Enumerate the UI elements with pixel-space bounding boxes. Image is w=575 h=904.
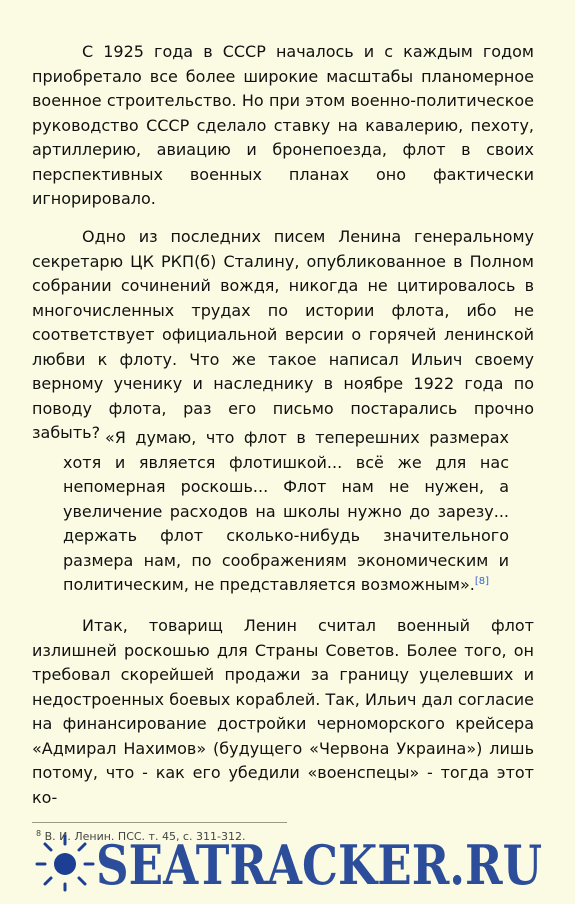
paragraph-2: Одно из последних писем Ленина генеральному секретарю ЦК РКП(б) Сталину, опубликованное в Полном собрании сочинений вождя, никогда не цитировалось в многочисленных трудах по истории флота, ибо не соответствует официальной версии о горячей ленинской любви к флоту. Что же такое написал Ильич своему верному ученику и наследнику в ноябре 1922 года по поводу флота, раз его письмо постарались прочно забыть? bbox=[32, 227, 534, 442]
sun-icon bbox=[37, 836, 93, 890]
quote-text: «Я думаю, что флот в теперешних размерах хотя и является флотишкой... всё же для нас непомерная роскошь... Флот нам не нужен, а увеличение расходов на школы нужно до зарезу... держать флот сколько-нибудь значительного размера нам, по соображениям экономическим и политическим, не представляется возможным». bbox=[63, 428, 509, 594]
footnote-divider bbox=[32, 822, 287, 823]
paragraph-3: Итак, товарищ Ленин считал военный флот излишней роскошью для Страны Советов. Более того, он требовал скорейшей продажи за границу уцелевших и недостроенных боевых кораблей. Так, Ильич дал согласие на финансирование достройки черноморского крейсера «Адмирал Нахимов» (будущего «Червона Украина») лишь потому, что - как его убедили «военспецы» - тогда этот ко- bbox=[32, 616, 534, 807]
paragraph-1: С 1925 года в СССР началось и с каждым годом приобретало все более широкие масштабы планомерное военное строительство. Но при этом военно-политическое руководство СССР сделало ставку на кавалерию, пехоту, артиллерию, авиацию и бронепоезда, флот в своих перспективных военных планах оно фактически игнорировало. bbox=[32, 42, 534, 208]
footnote-marker: 8 bbox=[36, 829, 42, 838]
watermark-text: SEATRACKER.RU bbox=[96, 833, 542, 892]
footnote-reference-link[interactable]: [8] bbox=[474, 576, 489, 587]
footnote-text: В. И. Ленин. ПСС. т. 45, с. 311-312. bbox=[44, 830, 246, 843]
seatracker-watermark bbox=[32, 826, 542, 892]
lenin-quote bbox=[63, 426, 509, 598]
